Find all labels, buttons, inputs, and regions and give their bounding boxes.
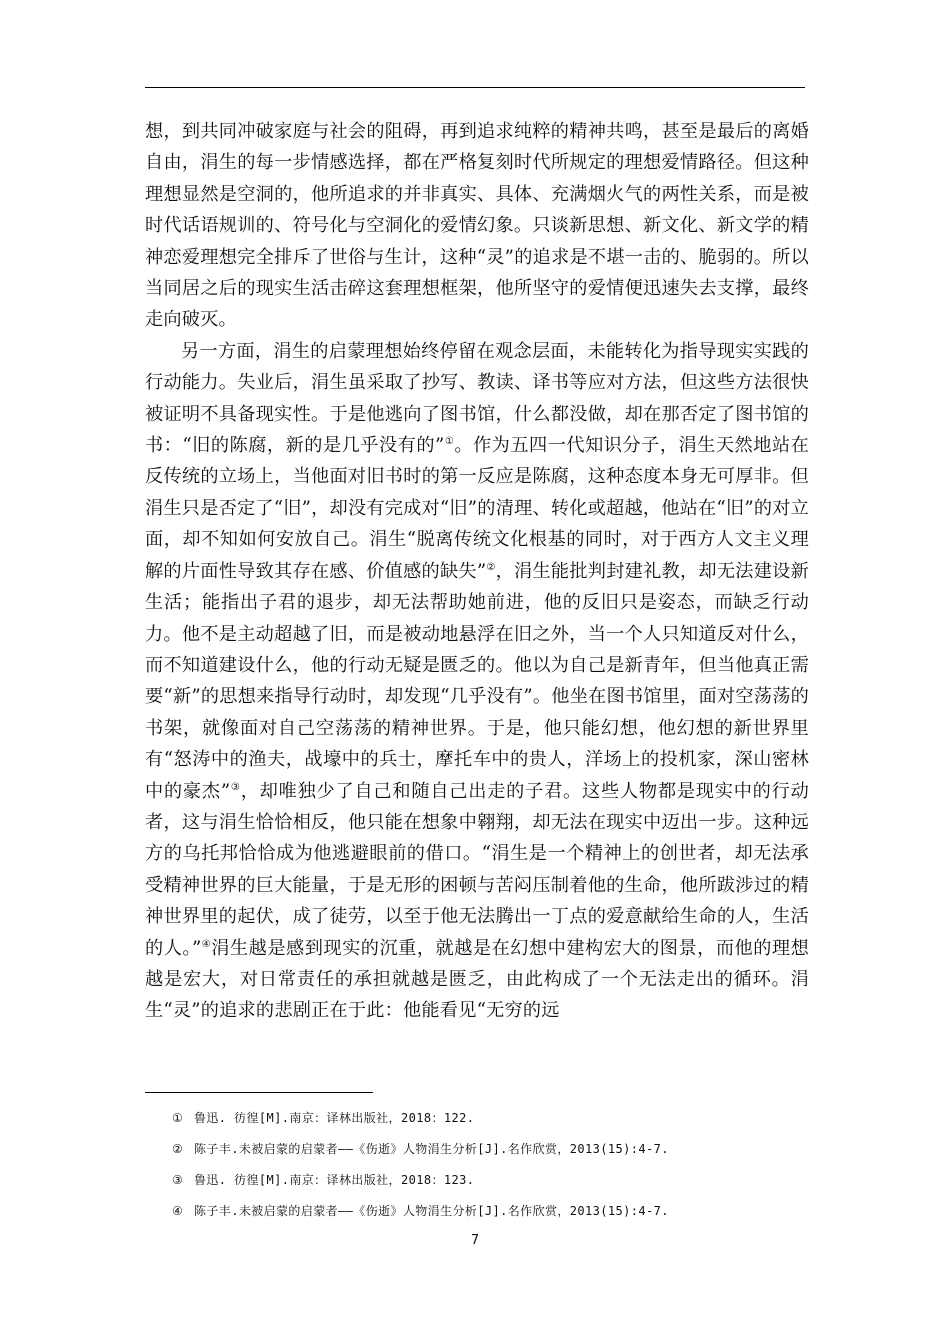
paragraph-1: 想，到共同冲破家庭与社会的阻碍，再到追求纯粹的精神共鸣，甚至是最后的离婚自由，涓生的每一步情感选择，都在严格复刻时代所规定的理想爱情路径。但这种理想显然是空洞的，他所追求的并非真实、具体、充满烟火气的两性关系，而是被时代话语规训的、符号化与空洞化的爱情幻象。只谈新思想、新文化、新文学的精神恋爱理想完全排斥了世俗与生计，这种“灵”的追求是不堪一击的、脆弱的。所以当同居之后的现实生活击碎这套理想框架，他所坚守的爱情便迅速失去支撑，最终走向破灭。: [145, 121, 809, 331]
footnote-separator: [145, 1092, 373, 1093]
footnote-3: [172, 1173, 812, 1204]
footnote-text: 陈子丰.未被启蒙的启蒙者——《伤逝》人物涓生分析[J].名作欣赏，2013(15):4-7.: [194, 1142, 669, 1156]
header-rule: [145, 87, 805, 88]
footnote-ref-4: ④: [201, 938, 212, 950]
footnote-ref-2: ②: [486, 561, 496, 573]
page-number: 7: [470, 1233, 480, 1248]
footnote-text: 鲁迅. 彷徨[M].南京：译林出版社，2018：122.: [194, 1111, 475, 1125]
footnote-text: 陈子丰.未被启蒙的启蒙者——《伤逝》人物涓生分析[J].名作欣赏，2013(15):4-7.: [194, 1204, 669, 1218]
footnote-ref-3: ③: [230, 781, 241, 793]
paragraph-2-part-d: ，却唯独少了自己和随自己出走的子君。这些人物都是现实中的行动者，这与涓生恰恰相反，他只能在想象中翱翔，却无法在现实中迈出一步。这种远方的乌托邦恰恰成为他逃避眼前的借口。“涓生是一个精神上的创世者，却无法承受精神世界的巨大能量，于是无形的困顿与苦闷压制着他的生命，他所跋涉过的精神世界里的起伏，成了徒劳，以至于他无法腾出一丁点的爱意献给生命的人，生活的人。”: [145, 780, 809, 959]
footnotes: [172, 1111, 812, 1235]
footnote-2: [172, 1142, 812, 1173]
paragraph-2-part-a: 另一方面，涓生的启蒙理想始终停留在观念层面，未能转化为指导现实实践的行动能力。失业后，涓生虽采取了抄写、教读、译书等应对方法，但这些方法很快被证明不具备现实性。于是他逃向了图书馆，什么都没做，却在那否定了图书馆的书：“旧的陈腐，新的是几乎没有的”: [145, 340, 809, 457]
footnote-mark: ②: [172, 1142, 184, 1156]
footnote-mark: ④: [172, 1204, 184, 1218]
footnote-mark: ③: [172, 1173, 184, 1187]
footnote-4: [172, 1204, 812, 1235]
paragraph-2: [145, 336, 809, 1027]
paragraph-2-part-e: 涓生越是感到现实的沉重，就越是在幻想中建构宏大的图景，而他的理想越是宏大，对日常责任的承担就越是匮乏，由此构成了一个无法走出的循环。涓生“灵”的追求的悲剧正在于此：他能看见“无穷的远: [145, 937, 810, 1022]
footnote-1: [172, 1111, 812, 1142]
paragraph-2-part-c: ，涓生能批判封建礼教，却无法建设新生活；能指出子君的退步，却无法帮助她前进，他的反旧只是姿态，而缺乏行动力。他不是主动超越了旧，而是被动地悬浮在旧之外，当一个人只知道反对什么，而不知道建设什么，他的行动无疑是匮乏的。他以为自己是新青年，但当他真正需要“新”的思想来指导行动时，却发现“几乎没有”。他坐在图书馆里，面对空荡荡的书架，就像面对自己空荡荡的精神世界。于是，他只能幻想，他幻想的新世界里有“怒涛中的渔夫，战壕中的兵士，摩托车中的贵人，洋场上的投机家，深山密林中的豪杰”: [145, 560, 809, 802]
paragraph-2-part-b: 。作为五四一代知识分子，涓生天然地站在反传统的立场上，当他面对旧书时的第一反应是陈腐，这种态度本身无可厚非。但涓生只是否定了“旧”，却没有完成对“旧”的清理、转化或超越，他站在“旧”的对立面，却不知如何安放自己。涓生“脱离传统文化根基的同时，对于西方人文主义理解的片面性导致其存在感、价值感的缺失”: [145, 435, 809, 582]
body-text: [145, 116, 809, 1027]
footnote-mark: ①: [172, 1111, 184, 1125]
footnote-text: 鲁迅. 彷徨[M].南京：译林出版社，2018：123.: [194, 1173, 475, 1187]
footnote-ref-1: ①: [444, 436, 455, 448]
